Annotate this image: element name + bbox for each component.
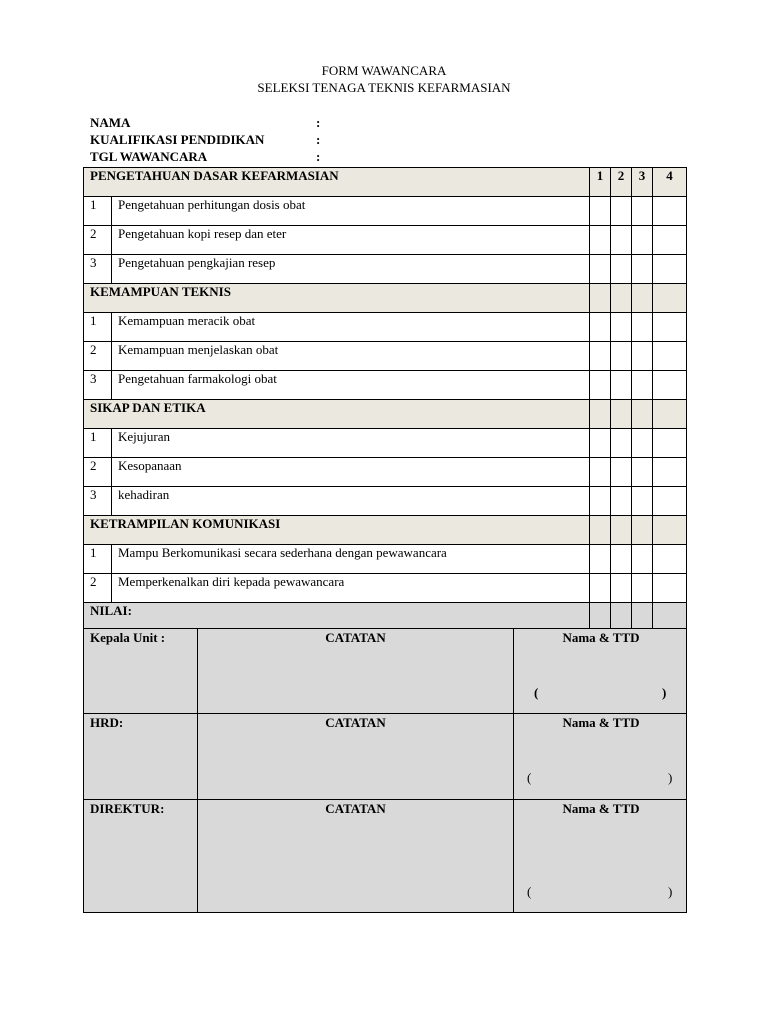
score-header-cell: 4 — [653, 168, 687, 197]
ttd-label: Nama & TTD — [562, 715, 640, 730]
role-label: Kepala Unit : — [90, 630, 166, 645]
score-header-cell — [611, 400, 632, 429]
score-cell[interactable] — [611, 226, 632, 255]
ttd-cell[interactable] — [514, 800, 687, 913]
score-header-cell — [653, 284, 687, 313]
score-cell[interactable] — [632, 342, 653, 371]
score-cell[interactable] — [632, 487, 653, 516]
paren-open: ( — [527, 770, 532, 785]
criteria-text: Pengetahuan pengkajian resep — [112, 255, 590, 284]
score-cell[interactable] — [590, 342, 611, 371]
criteria-text: Pengetahuan kopi resep dan eter — [112, 226, 590, 255]
score-cell[interactable] — [632, 371, 653, 400]
role-cell — [84, 800, 198, 913]
score-cell[interactable] — [653, 429, 687, 458]
score-cell[interactable] — [611, 574, 632, 603]
signature-row-hrd — [84, 714, 687, 800]
score-cell[interactable] — [653, 458, 687, 487]
score-cell[interactable] — [611, 458, 632, 487]
role-label: DIREKTUR: — [90, 801, 165, 816]
score-header-cell — [632, 284, 653, 313]
score-cell[interactable] — [611, 313, 632, 342]
criteria-number: 2 — [84, 574, 112, 603]
info-separator: : — [316, 132, 321, 147]
role-cell — [84, 714, 198, 800]
section-title: PENGETAHUAN DASAR KEFARMASIAN — [84, 168, 590, 197]
section-header-row — [84, 284, 687, 313]
score-cell[interactable] — [632, 197, 653, 226]
criteria-number: 3 — [84, 371, 112, 400]
catatan-cell[interactable] — [198, 800, 514, 913]
score-cell[interactable] — [632, 313, 653, 342]
paren-close: ) — [668, 884, 673, 899]
paren-open: ( — [527, 884, 532, 899]
info-field-tgl — [90, 149, 320, 165]
score-cell[interactable] — [590, 458, 611, 487]
criteria-row — [84, 226, 687, 255]
criteria-row — [84, 255, 687, 284]
score-header-cell — [632, 400, 653, 429]
criteria-row — [84, 429, 687, 458]
criteria-number: 1 — [84, 429, 112, 458]
signature-row-kepala-unit — [84, 629, 687, 714]
score-cell[interactable] — [653, 226, 687, 255]
score-header-cell: 3 — [632, 168, 653, 197]
catatan-cell[interactable] — [198, 714, 514, 800]
form-subtitle: SELEKSI TENAGA TEKNIS KEFARMASIAN — [257, 80, 511, 95]
catatan-label: CATATAN — [325, 630, 386, 645]
score-cell[interactable] — [590, 197, 611, 226]
section-header-row — [84, 168, 687, 197]
role-cell — [84, 629, 198, 714]
role-label: HRD: — [90, 715, 124, 730]
score-cell[interactable] — [590, 574, 611, 603]
criteria-number: 2 — [84, 226, 112, 255]
score-cell[interactable] — [590, 226, 611, 255]
criteria-row — [84, 197, 687, 226]
score-cell[interactable] — [632, 458, 653, 487]
score-cell[interactable] — [590, 545, 611, 574]
paren-open: ( — [534, 685, 539, 700]
criteria-text: Kemampuan menjelaskan obat — [112, 342, 590, 371]
info-separator: : — [316, 149, 321, 164]
criteria-text: kehadiran — [112, 487, 590, 516]
info-separator: : — [316, 115, 321, 130]
score-header-cell: 1 — [590, 168, 611, 197]
catatan-label: CATATAN — [325, 801, 386, 816]
score-header-cell — [611, 284, 632, 313]
score-cell[interactable] — [590, 255, 611, 284]
score-cell[interactable] — [653, 487, 687, 516]
criteria-row — [84, 574, 687, 603]
ttd-cell[interactable] — [514, 629, 687, 714]
score-header-cell — [590, 284, 611, 313]
score-header-cell — [590, 400, 611, 429]
score-cell[interactable] — [611, 371, 632, 400]
score-cell[interactable] — [611, 255, 632, 284]
criteria-text: Kesopanaan — [112, 458, 590, 487]
section-header-row — [84, 516, 687, 545]
score-header-cell — [590, 516, 611, 545]
criteria-number: 1 — [84, 197, 112, 226]
score-cell[interactable] — [632, 226, 653, 255]
criteria-text: Pengetahuan perhitungan dosis obat — [112, 197, 590, 226]
score-cell[interactable] — [611, 197, 632, 226]
score-cell[interactable] — [653, 574, 687, 603]
section-title: SIKAP DAN ETIKA — [84, 400, 590, 429]
criteria-text: Kemampuan meracik obat — [112, 313, 590, 342]
score-cell[interactable] — [590, 429, 611, 458]
criteria-number: 3 — [84, 255, 112, 284]
criteria-row — [84, 487, 687, 516]
section-header-row — [84, 400, 687, 429]
score-cell[interactable] — [653, 371, 687, 400]
score-cell[interactable] — [590, 313, 611, 342]
signature-table — [83, 628, 687, 913]
criteria-text: Memperkenalkan diri kepada pewawancara — [112, 574, 590, 603]
criteria-row — [84, 313, 687, 342]
score-cell[interactable] — [653, 197, 687, 226]
criteria-number: 3 — [84, 487, 112, 516]
catatan-label: CATATAN — [325, 715, 386, 730]
score-header-cell: 2 — [611, 168, 632, 197]
criteria-text: Mampu Berkomunikasi secara sederhana dengan pewawancara — [112, 545, 590, 574]
criteria-row — [84, 545, 687, 574]
score-cell[interactable] — [632, 545, 653, 574]
section-title: KEMAMPUAN TEKNIS — [84, 284, 590, 313]
score-cell[interactable] — [653, 342, 687, 371]
criteria-row — [84, 371, 687, 400]
score-cell[interactable] — [632, 574, 653, 603]
score-cell[interactable] — [653, 255, 687, 284]
info-field-kualifikasi — [90, 132, 320, 148]
score-cell[interactable] — [632, 255, 653, 284]
criteria-number: 2 — [84, 458, 112, 487]
evaluation-table — [83, 167, 687, 632]
score-cell[interactable] — [611, 429, 632, 458]
catatan-cell[interactable] — [198, 629, 514, 714]
criteria-text: Kejujuran — [112, 429, 590, 458]
criteria-number: 2 — [84, 342, 112, 371]
score-header-cell — [632, 516, 653, 545]
score-header-cell — [611, 516, 632, 545]
info-label: KUALIFIKASI PENDIDIKAN — [90, 132, 265, 147]
score-cell[interactable] — [590, 487, 611, 516]
score-cell[interactable] — [611, 487, 632, 516]
criteria-number: 1 — [84, 545, 112, 574]
paren-close: ) — [662, 685, 667, 700]
ttd-label: Nama & TTD — [562, 801, 640, 816]
score-cell[interactable] — [611, 342, 632, 371]
score-cell[interactable] — [590, 371, 611, 400]
info-label: TGL WAWANCARA — [90, 149, 208, 164]
nilai-label: NILAI: — [84, 603, 590, 632]
info-field-nama — [90, 115, 320, 131]
score-cell[interactable] — [632, 429, 653, 458]
form-title: FORM WAWANCARA — [321, 63, 447, 78]
score-header-cell — [653, 400, 687, 429]
section-title: KETRAMPILAN KOMUNIKASI — [84, 516, 590, 545]
signature-row-direktur — [84, 800, 687, 913]
criteria-row — [84, 342, 687, 371]
score-header-cell — [653, 516, 687, 545]
paren-close: ) — [668, 770, 673, 785]
criteria-text: Pengetahuan farmakologi obat — [112, 371, 590, 400]
score-cell[interactable] — [611, 545, 632, 574]
score-cell[interactable] — [653, 313, 687, 342]
info-label: NAMA — [90, 115, 131, 130]
score-cell[interactable] — [653, 545, 687, 574]
criteria-number: 1 — [84, 313, 112, 342]
ttd-label: Nama & TTD — [562, 630, 640, 645]
criteria-row — [84, 458, 687, 487]
ttd-cell[interactable] — [514, 714, 687, 800]
